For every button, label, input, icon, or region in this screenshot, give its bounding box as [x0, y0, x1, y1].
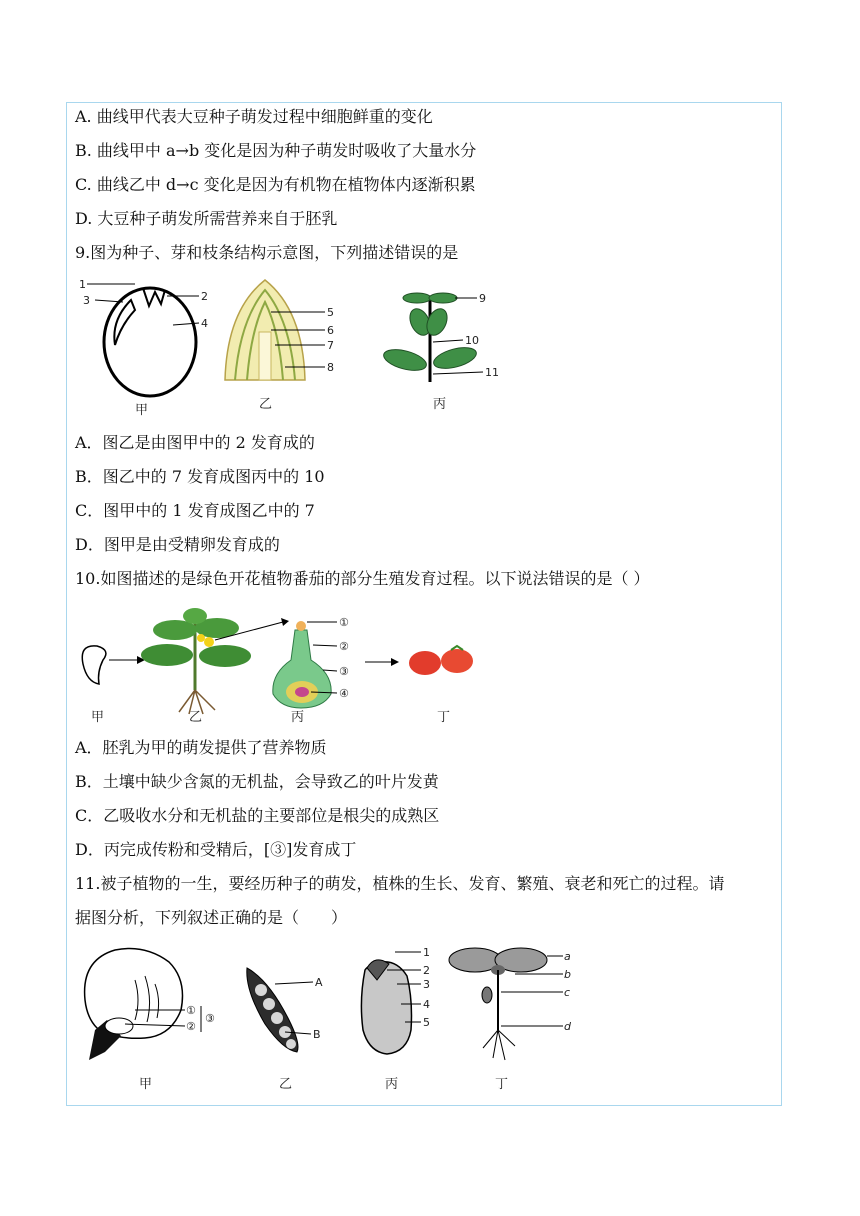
q8-option-c: C. 曲线乙中 d→c 变化是因为有机物在植物体内逐渐积累	[75, 175, 476, 194]
q11-flower-label-2: ②	[186, 1020, 196, 1033]
seed-label-1: 1	[79, 278, 86, 291]
q9-stem: 9.图为种子、芽和枝条结构示意图，下列描述错误的是	[75, 243, 459, 262]
q10-figure	[75, 600, 495, 725]
pistil-label-1: ①	[339, 616, 349, 629]
q11-caption-bing: 丙	[385, 1077, 399, 1092]
q10-option-d: D．丙完成传粉和受精后，[③]发育成丁	[75, 840, 357, 859]
q11-stem-line2: 据图分析，下列叙述正确的是（ ）	[75, 908, 348, 927]
bud-label-6: 6	[327, 324, 334, 337]
q11-flower-label-1: ①	[186, 1004, 196, 1017]
q11-seed-label-3: 3	[423, 978, 430, 991]
twig-diagram	[381, 292, 499, 412]
q8-option-d: D. 大豆种子萌发所需营养来自于胚乳	[75, 209, 338, 228]
q9-option-d: D．图甲是由受精卵发育成的	[75, 535, 280, 554]
pistil-label-4: ④	[339, 687, 349, 700]
q11-seed-label-1: 1	[423, 946, 430, 959]
tomato-seed	[82, 646, 145, 725]
q10-option-c: C．乙吸收水分和无机盐的主要部位是根尖的成熟区	[75, 806, 440, 825]
bud-label-7: 7	[327, 339, 334, 352]
q11-flower-label-3: ③	[205, 1012, 215, 1025]
q11-figure	[75, 940, 575, 1095]
bud-diagram	[225, 280, 334, 412]
q10-option-b: B．土壤中缺少含氮的无机盐，会导致乙的叶片发黄	[75, 772, 439, 791]
twig-label-9: 9	[479, 292, 486, 305]
q11-seed-label-4: 4	[423, 998, 430, 1011]
q11-seedling	[449, 948, 572, 1092]
bud-label-8: 8	[327, 361, 334, 374]
twig-label-11: 11	[485, 366, 499, 379]
q9-option-c: C．图甲中的 1 发育成图乙中的 7	[75, 501, 315, 520]
q8-option-b: B. 曲线甲中 a→b 变化是因为种子萌发时吸收了大量水分	[75, 141, 477, 160]
q11-seed-label-2: 2	[423, 964, 430, 977]
q10-caption-bing: 丙	[291, 710, 305, 725]
q9-figure	[75, 270, 525, 420]
bud-label-5: 5	[327, 306, 334, 319]
pistil-label-3: ③	[339, 665, 349, 678]
tomato-fruit	[365, 646, 473, 725]
q11-stem-line1: 11.被子植物的一生，要经历种子的萌发，植株的生长、发育、繁殖、衰老和死亡的过程。请	[75, 874, 725, 893]
twig-caption: 丙	[433, 397, 447, 412]
seed-label-2: 2	[201, 290, 208, 303]
q11-caption-yi: 乙	[279, 1077, 293, 1092]
q10-caption-jia: 甲	[91, 710, 105, 725]
q11-flower	[85, 949, 215, 1093]
q11-seed-label-5: 5	[423, 1016, 430, 1029]
seed-label-3: 3	[83, 294, 90, 307]
q10-option-a: A．胚乳为甲的萌发提供了营养物质	[75, 738, 327, 757]
tomato-plant	[141, 608, 289, 725]
pistil-label-2: ②	[339, 640, 349, 653]
q10-stem: 10.如图描述的是绿色开花植物番茄的部分生殖发育过程。以下说法错误的是（ ）	[75, 569, 650, 588]
seed-caption: 甲	[135, 403, 149, 418]
seed-diagram	[79, 278, 208, 418]
twig-label-10: 10	[465, 334, 479, 347]
seedling-label-c: c	[564, 986, 571, 999]
seed-label-4: 4	[201, 317, 208, 330]
q8-option-a: A. 曲线甲代表大豆种子萌发过程中细胞鲜重的变化	[75, 107, 433, 126]
pod-label-a: A	[315, 976, 323, 989]
seedling-label-a: a	[564, 950, 571, 963]
q11-caption-ding: 丁	[495, 1077, 509, 1092]
seedling-label-b: b	[564, 968, 571, 981]
seedling-label-d: d	[564, 1020, 571, 1033]
q9-option-a: A．图乙是由图甲中的 2 发育成的	[75, 433, 315, 452]
q11-seed	[361, 946, 430, 1092]
q11-caption-jia: 甲	[139, 1077, 153, 1092]
pod-label-b: B	[313, 1028, 321, 1041]
bud-caption: 乙	[259, 397, 273, 412]
q9-option-b: B．图乙中的 7 发育成图丙中的 10	[75, 467, 325, 486]
q10-caption-ding: 丁	[437, 710, 451, 725]
tomato-pistil	[273, 616, 349, 725]
q11-pod	[247, 968, 323, 1092]
q10-caption-yi: 乙	[189, 710, 203, 725]
